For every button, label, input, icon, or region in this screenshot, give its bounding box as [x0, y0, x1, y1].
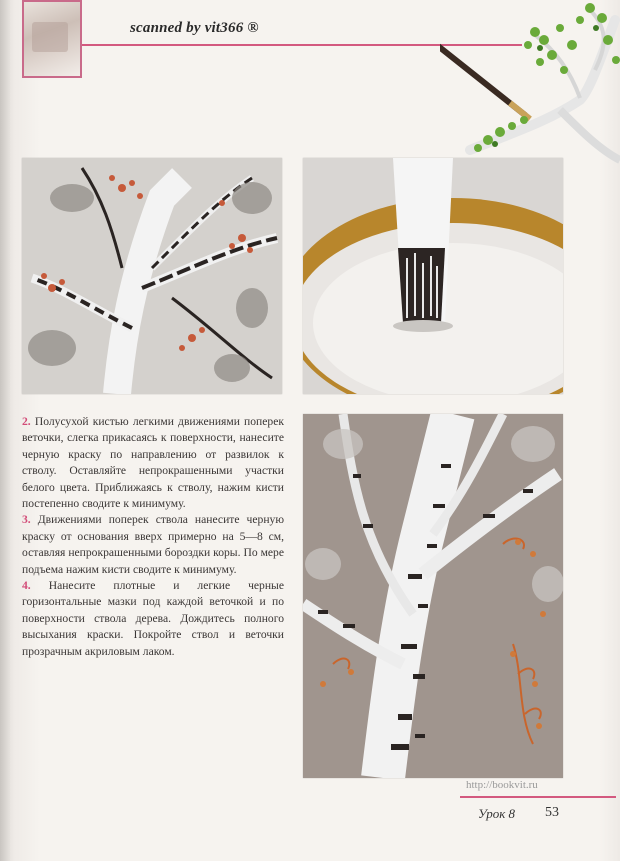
step-4: [22, 578, 284, 660]
photo-finished-birch-trunk: [303, 414, 563, 778]
page-number: 53: [545, 805, 559, 820]
scan-credit: scanned by vit366 ®: [130, 20, 259, 36]
scan-edge: [0, 0, 10, 861]
step-text: Движениями поперек ствола нанесите черную краску от основания вверх примерно на 5—8 см, оставляя непрокрашенными бороздки коры. По мере подъема нажим кисти сводите к минимуму.: [22, 513, 284, 576]
corner-thumbnail: [22, 0, 82, 78]
instruction-text: [22, 414, 284, 660]
step-number: 3.: [22, 513, 31, 527]
bleed-through-text: [262, 807, 452, 817]
step-number: 2.: [22, 415, 31, 428]
photo-painted-branches: [22, 158, 282, 394]
step-number: 4.: [22, 579, 31, 593]
source-url: http://bookvit.ru: [466, 779, 538, 791]
photo-trunk-in-plaster-bowl: [303, 158, 563, 394]
step-3: [22, 512, 284, 578]
step-text: Полусухой кистью легкими движениями поперек веточки, слегка прикасаясь к поверхности, нанесите черную краску по направлению от развилок к стволу. Оставляйте непрокрашенными участки белого цвета. Приближаясь к стволу, нажим кисти постепенно сводите к минимуму.: [22, 415, 284, 511]
step-text: Нанесите плотные и легкие черные горизонтальные мазки под каждой веточкой и по поверхности ствола дерева. Дождитесь полного высыхания краски. Покройте ствол и веточки прозрачным акриловым лаком.: [22, 579, 284, 658]
footer-rule: [460, 796, 616, 798]
step-2: [22, 414, 284, 512]
lesson-label: Урок 8: [478, 806, 516, 821]
beaded-tree-illustration: [440, 0, 620, 180]
